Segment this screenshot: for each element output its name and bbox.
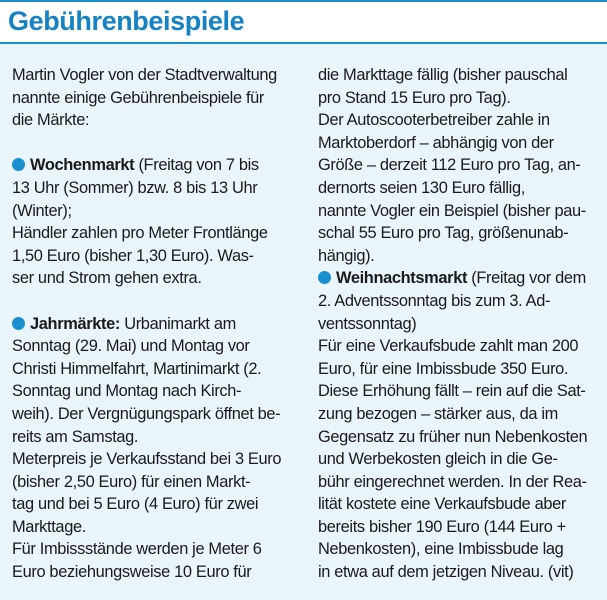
body-line: Diese Erhöhung fällt – rein auf die Sat- [318,382,586,401]
body-line: Euro, für eine Imbissbude 350 Euro. [318,359,569,378]
weihnachtsmarkt-title: Weihnachtsmarkt [336,269,468,288]
body-line: dernorts seien 130 Euro fällig, [318,178,525,197]
body-line: die Markttage fällig (bisher pauschal [318,66,568,84]
intro-line: nannte einige Gebührenbeispiele für [12,88,265,107]
body-line: ventssonntag) [318,314,417,333]
weihnachtsmarkt-heading [318,267,598,290]
wochenmarkt-title: Wochenmarkt [30,156,135,175]
jahrmaerkte-heading [12,313,302,336]
weihnachtsmarkt-heading-text: (Freitag vor dem [467,269,586,288]
body-line: (Winter); [12,201,72,220]
intro-line: die Märkte: [12,111,90,130]
bullet-dot-icon [318,271,331,284]
body-line: ser und Strom gehen extra. [12,269,202,288]
body-line: bereits bisher 190 Euro (144 Euro + [318,517,566,536]
body-line: in etwa auf dem jetzigen Niveau. (vit) [318,563,574,582]
body-line: Für Imbissstände werden je Meter 6 [12,540,262,559]
body-line: schal 55 Euro pro Tag, größenunab- [318,224,569,243]
body-line: weih). Der Vergnügungspark öffnet be- [12,404,281,423]
title-bar [0,2,607,42]
body-line: reits am Samstag. [12,427,139,446]
body-line: (bisher 2,50 Euro) für einen Markt- [12,472,251,491]
body-line: Nebenkosten), eine Imbissbude lag [318,540,564,559]
body-line: Gegensatz zu früher nun Nebenkosten [318,427,588,446]
body-line: und Werbekosten gleich in die Ge- [318,450,558,469]
jahrmaerkte-heading-text: Urbanimarkt am [120,314,236,333]
body-line: Größe – derzeit 112 Euro pro Tag, an- [318,156,581,175]
jahrmaerkte-title: Jahrmärkte: [30,314,120,333]
body-line: bühr eingerechnet werden. In der Rea- [318,472,587,491]
body-line: pro Stand 15 Euro pro Tag). [318,88,511,107]
body-line: Meterpreis je Verkaufsstand bei 3 Euro [12,450,282,469]
body-line: zung bezogen – stärker aus, da im [318,404,558,423]
body-line: 13 Uhr (Sommer) bzw. 8 bis 13 Uhr [12,178,258,197]
left-column [12,64,302,584]
body-line: Christi Himmelfahrt, Martinimarkt (2. [12,359,262,378]
body-line: Sonntag (29. Mai) und Montag vor [12,337,250,356]
body-line: nannte Vogler ein Beispiel (bisher pau- [318,201,586,220]
body-line: lität kostete eine Verkaufsbude aber [318,495,567,514]
body-line: 2. Adventssonntag bis zum 3. Ad- [318,291,551,310]
body-line: Für eine Verkaufsbude zahlt man 200 [318,337,579,356]
body-line: Marktoberdorf – abhängig von der [318,133,554,152]
body-line: hängig). [318,246,375,265]
body-line: Händler zahlen pro Meter Frontlänge [12,224,268,243]
page-title: Gebührenbeispiele [8,6,245,36]
bullet-dot-icon [12,158,25,171]
right-column [318,64,598,584]
body-line: Markttage. [12,517,86,536]
spacer [12,290,302,313]
body-line: Euro beziehungsweise 10 Euro für [12,563,252,582]
body-line: 1,50 Euro (bisher 1,30 Euro). Was- [12,246,254,265]
bullet-dot-icon [12,317,25,330]
title-divider [0,42,607,44]
body-line: Der Autoscooterbetreiber zahle in [318,111,550,130]
body-line: tag und bei 5 Euro (4 Euro) für zwei [12,495,259,514]
body-line: Sonntag und Montag nach Kirch- [12,382,242,401]
spacer [12,132,302,155]
intro-line: Martin Vogler von der Stadtverwaltung [12,66,277,84]
wochenmarkt-heading-text: (Freitag von 7 bis [134,156,259,175]
wochenmarkt-heading [12,154,302,177]
